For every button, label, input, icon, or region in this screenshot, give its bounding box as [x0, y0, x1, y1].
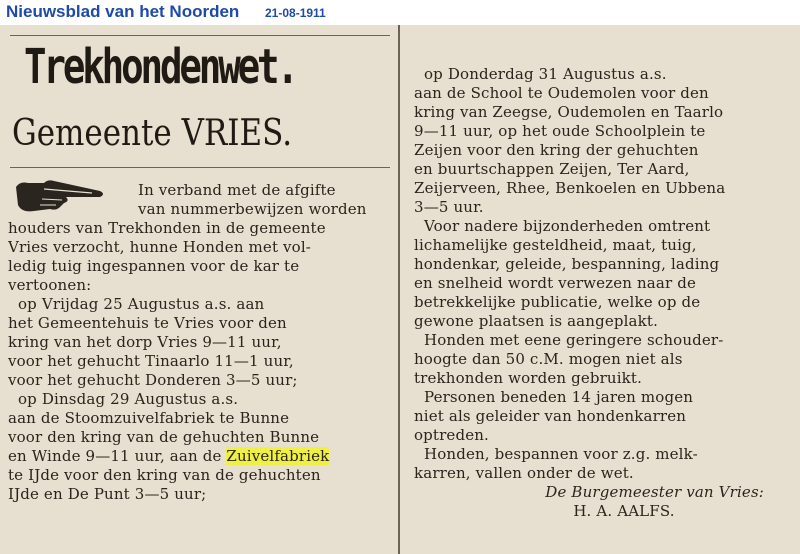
text-line: 9—11 uur, op het oude Schoolplein te: [414, 122, 706, 140]
signature-name: H. A. AALFS.: [573, 502, 675, 520]
highlighted-word: Zuivelfabriek: [226, 447, 330, 465]
left-column: [0, 25, 400, 554]
article-title: Trekhondenwet.: [24, 39, 296, 95]
text-line: trekhonden worden gebruikt.: [414, 369, 643, 387]
text-line: het Gemeentehuis te Vries voor den: [8, 314, 287, 332]
text-line: Honden met eene geringere schouder-: [424, 331, 724, 349]
text-line: lichamelijke gesteldheid, maat, tuig,: [414, 236, 697, 254]
newspaper-clipping: [0, 25, 800, 554]
text-line: Personen beneden 14 jaren mogen: [424, 388, 694, 406]
text-line: aan de Stoomzuivelfabriek te Bunne: [8, 409, 290, 427]
text-line: Zeijerveen, Rhee, Benkoelen en Ubbena: [414, 179, 726, 197]
text-line: van nummerbewijzen worden: [138, 200, 367, 218]
top-rule: [10, 35, 390, 36]
text-line: op Donderdag 31 Augustus a.s.: [424, 65, 667, 83]
text-before-highlight: en Winde 9—11 uur, aan de: [8, 447, 227, 465]
text-line: optreden.: [414, 426, 489, 444]
right-column: [402, 25, 800, 554]
text-line: Vries verzocht, hunne Honden met vol-: [8, 238, 312, 256]
clipping-header: [0, 0, 800, 24]
text-line: Zeijen voor den kring der gehuchten: [414, 141, 699, 159]
right-text-block: [414, 65, 794, 521]
text-line: hondenkar, geleide, bespanning, lading: [414, 255, 720, 273]
text-line: kring van Zeegse, Oudemolen en Taarlo: [414, 103, 724, 121]
signature-role: De Burgemeester van Vries:: [545, 483, 764, 501]
text-line: vertoonen:: [8, 276, 92, 294]
text-line: betrekkelijke publicatie, welke op de: [414, 293, 701, 311]
left-text-block: [8, 181, 393, 504]
text-line: op Vrijdag 25 Augustus a.s. aan: [18, 295, 265, 313]
text-line: te IJde voor den kring van de gehuchten: [8, 466, 321, 484]
divider-rule: [10, 167, 390, 168]
text-line: In verband met de afgifte: [138, 181, 336, 199]
text-line: ledig tuig ingespannen voor de kar te: [8, 257, 300, 275]
text-line: 3—5 uur.: [414, 198, 484, 216]
text-line: kring van het dorp Vries 9—11 uur,: [8, 333, 282, 351]
text-line: niet als geleider van hondenkarren: [414, 407, 687, 425]
text-line: karren, vallen onder de wet.: [414, 464, 634, 482]
text-line: gewone plaatsen is aangeplakt.: [414, 312, 658, 330]
text-line: houders van Trekhonden in de gemeente: [8, 219, 326, 237]
text-line-highlighted: [8, 447, 393, 466]
text-line: en snelheid wordt verwezen naar de: [414, 274, 696, 292]
text-line: voor den kring van de gehuchten Bunne: [8, 428, 320, 446]
text-line: hoogte dan 50 c.M. mogen niet als: [414, 350, 683, 368]
text-line: IJde en De Punt 3—5 uur;: [8, 485, 207, 503]
text-line: voor het gehucht Tinaarlo 11—1 uur,: [8, 352, 294, 370]
text-line: en buurtschappen Zeijen, Ter Aard,: [414, 160, 690, 178]
text-line: voor het gehucht Donderen 3—5 uur;: [8, 371, 298, 389]
publication-date: 21-08-1911: [265, 6, 326, 20]
text-line: aan de School te Oudemolen voor den: [414, 84, 709, 102]
text-line: Voor nadere bijzonderheden omtrent: [424, 217, 711, 235]
text-line: Honden, bespannen voor z.g. melk-: [424, 445, 698, 463]
article-subtitle: Gemeente VRIES.: [12, 113, 293, 154]
newspaper-name: Nieuwsblad van het Noorden: [6, 2, 240, 21]
text-line: op Dinsdag 29 Augustus a.s.: [18, 390, 239, 408]
